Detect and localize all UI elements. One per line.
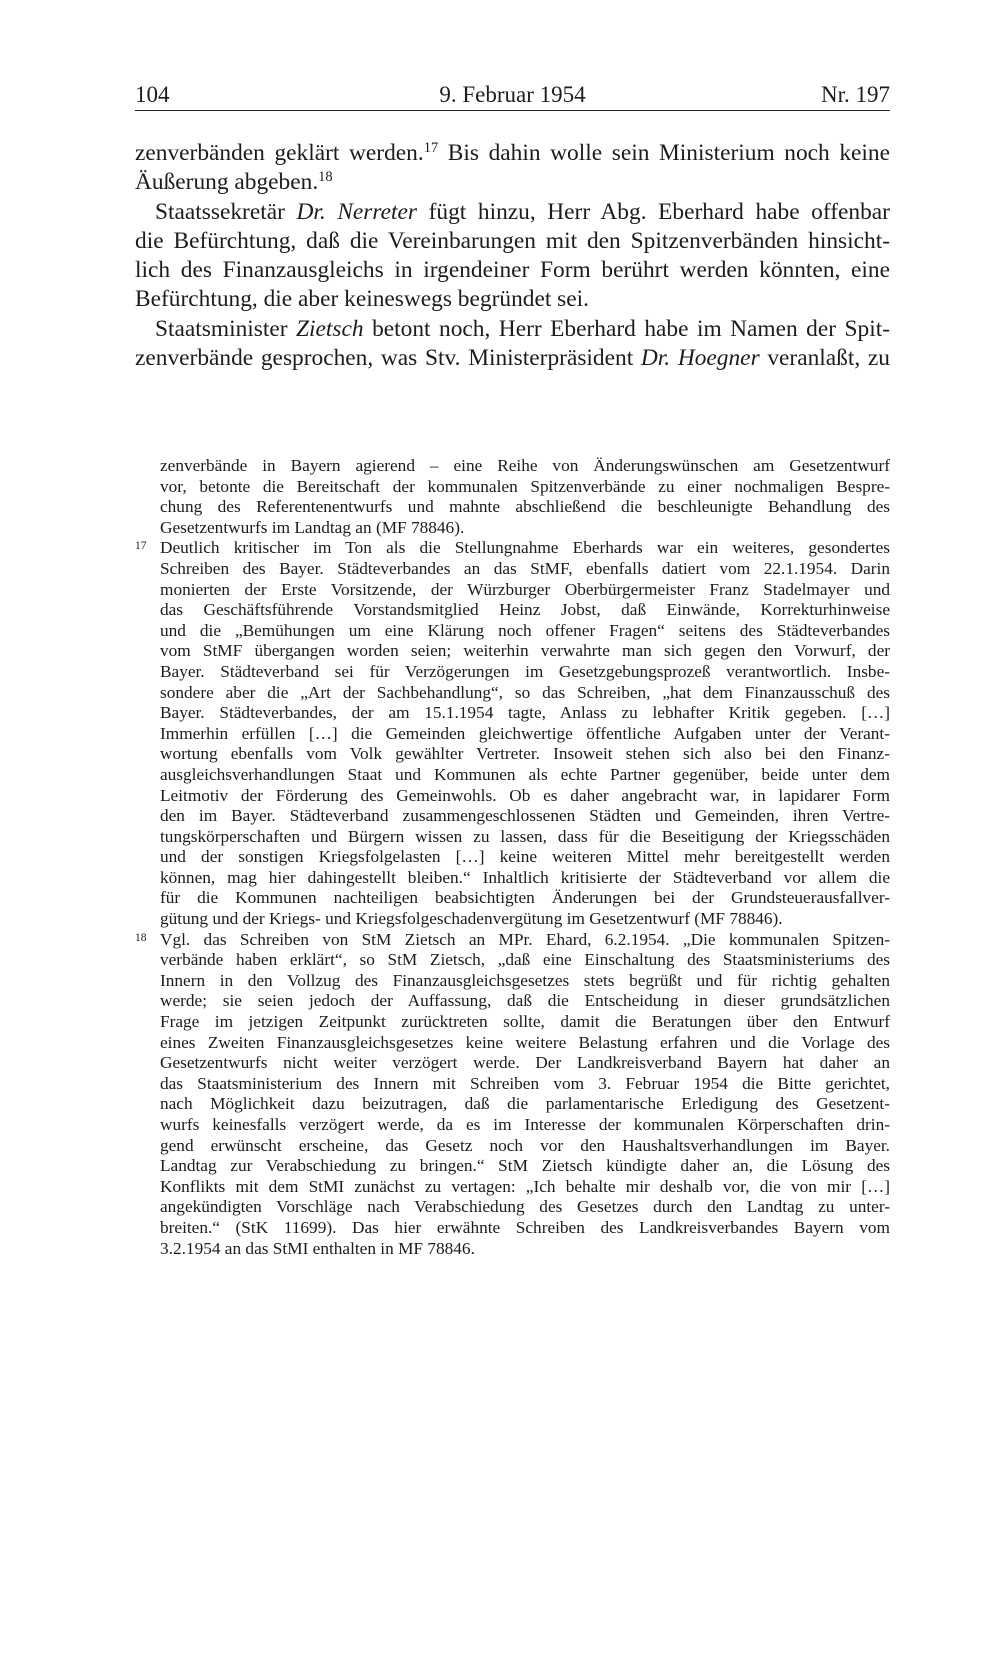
footnote-line: 3.2.1954 an das StMI enthalten in MF 78846. [160,1238,475,1258]
page-number: 104 [135,82,170,107]
footnote-line: tungskörperschaften und Bürgern wissen zu lassen, dass für die Beseitigung der Kriegsschäden [160,826,890,846]
footnote-line: und die „Bemühungen um eine Klärung noch offener Fragen“ seitens des Städteverbandes [160,620,890,640]
footnote-line: verbände haben erklärt“, so StM Zietsch, „daß eine Einschaltung des Staatsministeriums des [160,950,890,970]
footnote-line: angekündigten Vorschläge nach Verabschiedung des Gesetzes durch den Landtag zu unter- [160,1197,890,1217]
text-line: zenverbänden geklärt werden.$^{17}$ Bis dahin wolle sein Ministerium noch keine [135,140,890,166]
footnote-line: Landtag zur Verabschiedung zu bringen.“ StM Zietsch kündigte daher an, die Lösung des [160,1156,890,1176]
footnote-17 [135,538,890,929]
footnote-18 [135,930,890,1260]
footnote-line: gütung und der Kriegs- und Kriegsfolgeschadenvergütung im Gesetzentwurf (MF 78846). [160,909,783,929]
footnote-line: das Staatsministerium des Innern mit Schreiben vom 3. Februar 1954 die Bitte gerichtet, [160,1073,890,1093]
footnote-line: monierten der Erste Vorsitzende, der Würzburger Oberbürgermeister Franz Stadelmayer und [160,579,890,599]
footnote-line: Bayer. Städteverband sei für Verzögerungen im Gesetzgebungsprozeß verantwortlich. Insbe- [160,661,890,681]
footnote-number: 17 [135,540,147,553]
text-line: Äußerung abgeben.$^{18}$ [135,169,333,196]
footnote-line: Vgl. das Schreiben von StM Zietsch an MPr. Ehard, 6.2.1954. „Die kommunalen Spitzen- [160,929,890,949]
text-line: Befürchtung, die aber keineswegs begründet sei. [135,286,590,313]
footnote-number: 18 [135,931,147,944]
document-number: Nr. 197 [821,82,890,107]
footnote-line: das Geschäftsführende Vorstandsmitglied Heinz Jobst, daß Einwände, Korrekturhinweise [160,600,890,620]
main-text [135,139,890,373]
footnote-reference[interactable]: 17 [423,140,439,157]
person-name: Dr. Nerreter [296,198,418,225]
footnote-line: Leitmotiv der Förderung des Gemeinwohls. Ob es daher angebracht war, in lapidarer Form [160,785,890,805]
footnote-line: Konflikts mit dem StMI zunächst zu vertagen: „Ich behalte mir deshalb vor, die von mir […] [160,1176,890,1196]
footnote-line: und der sonstigen Kriegsfolgelasten […] keine weiteren Mittel mehr bereitgestellt werden [160,847,890,867]
footnote-line: Frage im jetzigen Zeitpunkt zurücktreten sollte, damit die Beratungen über den Entwurf [160,1012,890,1032]
footnote-line: chung des Referentenentwurfs und mahnte abschließend die beschleunigte Behandlung des [160,497,890,517]
running-head-date: 9. Februar 1954 [439,82,586,107]
person-name: Zietsch [296,315,364,342]
footnote-line: zenverbände in Bayern agierend – eine Reihe von Änderungswünschen am Gesetzentwurf [160,456,890,475]
footnote-line: ausgleichsverhandlungen Staat und Kommunen als echte Partner gegenüber, beide unter dem [160,764,890,784]
text-line: Staatssekretär Dr. Nerreter fügt hinzu, Herr Abg. Eberhard habe offenbar [155,198,890,225]
person-name: Dr. Hoegner [640,345,760,372]
text-line: die Befürchtung, daß die Vereinbarungen mit den Spitzenverbänden hinsicht- [135,227,890,254]
footnote-line: sondere aber die „Art der Sachbehandlung“, so das Schreiben, „hat dem Finanzausschuß des [160,682,890,702]
footnote-line: Innern in den Vollzug des Finanzausgleichsgesetzes stets begrüßt und für richtig gehalten [160,970,890,990]
footnote-line: wortung ebenfalls vom Volk gewählter Vertreter. Insoweit stehen sich also bei den Finanz- [160,744,890,764]
text-line: lich des Finanzausgleichs in irgendeiner Form berührt werden könnten, eine [135,257,890,284]
footnote-line: können, mag hier dahingestellt bleiben.“ Inhaltlich kritisierte der Städteverband vor allem die [160,867,890,887]
running-head [135,80,890,111]
footnote-line: gend erwünscht erscheine, das Gesetz noch vor den Haushaltsverhandlungen im Bayer. [160,1135,890,1155]
footnote-line: nach Möglichkeit dazu beizutragen, daß die parlamentarische Erledigung des Gesetzent- [160,1094,890,1114]
footnote-line: Bayer. Städteverbandes, der am 15.1.1954 tagte, Anlass zu lebhafter Kritik gegeben. […] [160,703,890,723]
footnote-line: werde; sie seien jedoch der Auffassung, daß die Entscheidung in dieser grundsätzlichen [160,991,890,1011]
footnote-line: eines Zweiten Finanzausgleichsgesetzes keine weitere Belastung erfahren und die Vorlage des [160,1032,890,1052]
footnote-line: den im Bayer. Städteverband zusammengeschlossenen Städten und Gemeinden, ihren Vertre- [160,806,890,826]
footnote-reference[interactable]: 18 [318,169,333,186]
footnote-line: Schreiben des Bayer. Städteverbandes an das StMF, ebenfalls datiert vom 22.1.1954. Darin [160,558,890,578]
footnote-line: vor, betonte die Bereitschaft der kommunalen Spitzenverbände zu einer nochmaligen Bespre- [160,476,890,496]
footnote-line: für die Kommunen nachteiligen beabsichtigten Änderungen bei der Grundsteuerausfallver- [160,888,890,908]
footnote-line: Gesetzentwurfs nicht weiter verzögert werde. Der Landkreisverband Bayern hat daher an [160,1053,890,1073]
footnote-line: Immerhin erfüllen […] die Gemeinden gleichwertige öffentliche Aufgaben unter der Verant- [160,723,890,743]
footnote-line: breiten.“ (StK 11699). Das hier erwähnte Schreiben des Landkreisverbandes Bayern vom [160,1217,890,1237]
footnotes [135,456,890,1259]
footnote-line: vom StMF übergangen worden seien; weiterhin verwahrte man sich gegen den Vorwurf, der [160,641,890,661]
footnote-line: wurfs keinesfalls verzögert werde, da es im Interesse der kommunalen Körperschaften drin- [160,1115,890,1134]
footnote-continuation [135,456,890,538]
text-line: Staatsminister Zietsch betont noch, Herr Eberhard habe im Namen der Spit- [155,315,890,342]
footnote-line: Gesetzentwurfs im Landtag an (MF 78846). [160,517,465,537]
footnote-line: Deutlich kritischer im Ton als die Stellungnahme Eberhards war ein weiteres, gesondertes [160,538,890,558]
text-line: zenverbände gesprochen, was Stv. Ministerpräsident Dr. Hoegner veranlaßt, zu [135,345,890,372]
